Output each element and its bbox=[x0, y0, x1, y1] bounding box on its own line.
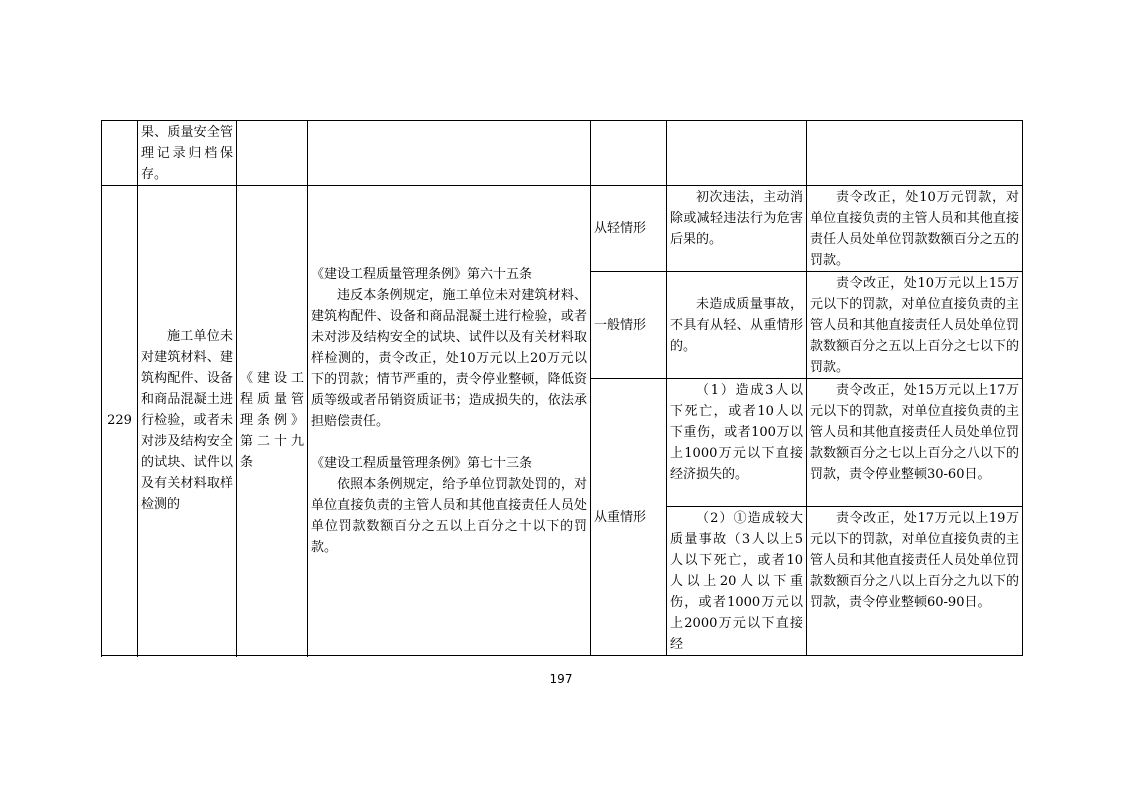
cell-item-description: 施工单位未对建筑材料、建筑构配件、设备和商品混凝土进行检验，或者未对涉及结构安全的试块、试件以及有关材料取样检测的 bbox=[138, 186, 237, 656]
cell-level-lenient: 从轻情形 bbox=[591, 186, 667, 272]
cell-item-number: 229 bbox=[102, 186, 138, 656]
table-row bbox=[102, 186, 1023, 272]
cell-item-tail: 果、质量安全管理记录归档保存。 bbox=[138, 121, 237, 186]
cell-standard-severe-1: 责令改正，处15万元以上17万元以下的罚款，对单位直接负责的主管人员和其他直接责任人员处单位罚款数额百分之七以上百分之八以下的罚款，责令停业整顿30-60日。 bbox=[807, 379, 1023, 507]
cell-legal-basis: 《建设工程质量管理条例》第二十九条 bbox=[237, 186, 308, 656]
cell-condition-lenient: 初次违法，主动消除或减轻违法行为危害后果的。 bbox=[667, 186, 807, 272]
page-number: 197 bbox=[549, 672, 573, 686]
cell-penalty-empty bbox=[308, 121, 591, 186]
cell-penalty-basis bbox=[308, 186, 591, 656]
cell-basis-empty bbox=[237, 121, 308, 186]
cell-condition-general: 未造成质量事故，不具有从轻、从重情形的。 bbox=[667, 272, 807, 379]
cell-level-general: 一般情形 bbox=[591, 272, 667, 379]
cell-standard-severe-2: 责令改正，处17万元以上19万元以下的罚款，对单位直接负责的主管人员和其他直接责任人员处单位罚款数额百分之八以上百分之九以下的罚款，责令停业整顿60-90日。 bbox=[807, 507, 1023, 656]
cell-standard-general: 责令改正，处10万元以上15万元以下的罚款，对单位直接负责的主管人员和其他直接责任人员处单位罚款数额百分之五以上百分之七以下的罚款。 bbox=[807, 272, 1023, 379]
table-row-continued bbox=[102, 121, 1023, 186]
cell-level-empty bbox=[591, 121, 667, 186]
cell-number-empty bbox=[102, 121, 138, 186]
cell-level-severe: 从重情形 bbox=[591, 379, 667, 656]
penalty-table bbox=[101, 120, 1023, 656]
cell-standard-lenient: 责令改正，处10万元罚款，对单位直接负责的主管人员和其他直接责任人员处单位罚款数额百分之五的罚款。 bbox=[807, 186, 1023, 272]
penalty-clause-2-text: 依照本条例规定，给予单位罚款处罚的，对单位直接负责的主管人员和其他直接责任人员处单位罚款数额百分之五以上百分之十以下的罚款。 bbox=[311, 477, 587, 555]
cell-condition-severe-1: （1）造成3人以下死亡，或者10人以下重伤，或者100万以上1000万元以下直接经济损失的。 bbox=[667, 379, 807, 507]
penalty-clause-1-title: 《建设工程质量管理条例》第六十五条 bbox=[311, 267, 533, 282]
penalty-clause-1-text: 违反本条例规定，施工单位未对建筑材料、建筑构配件、设备和商品混凝土进行检验，或者未对涉及结构安全的试块、试件以及有关材料取样检测的，责令改正，处10万元以上20万元以下的罚款；情节严重的，责令停业整顿，降低资质等级或者吊销资质证书；造成损失的，依法承担赔偿责任。 bbox=[311, 288, 587, 429]
cell-condition-empty bbox=[667, 121, 807, 186]
penalty-clause-2-title: 《建设工程质量管理条例》第七十三条 bbox=[311, 456, 533, 471]
cell-standard-empty bbox=[807, 121, 1023, 186]
cell-condition-severe-2: （2）①造成较大质量事故（3人以上5人以下死亡，或者10人以上20人以下重伤，或者1000万元以上2000万元以下直接经 bbox=[667, 507, 807, 656]
